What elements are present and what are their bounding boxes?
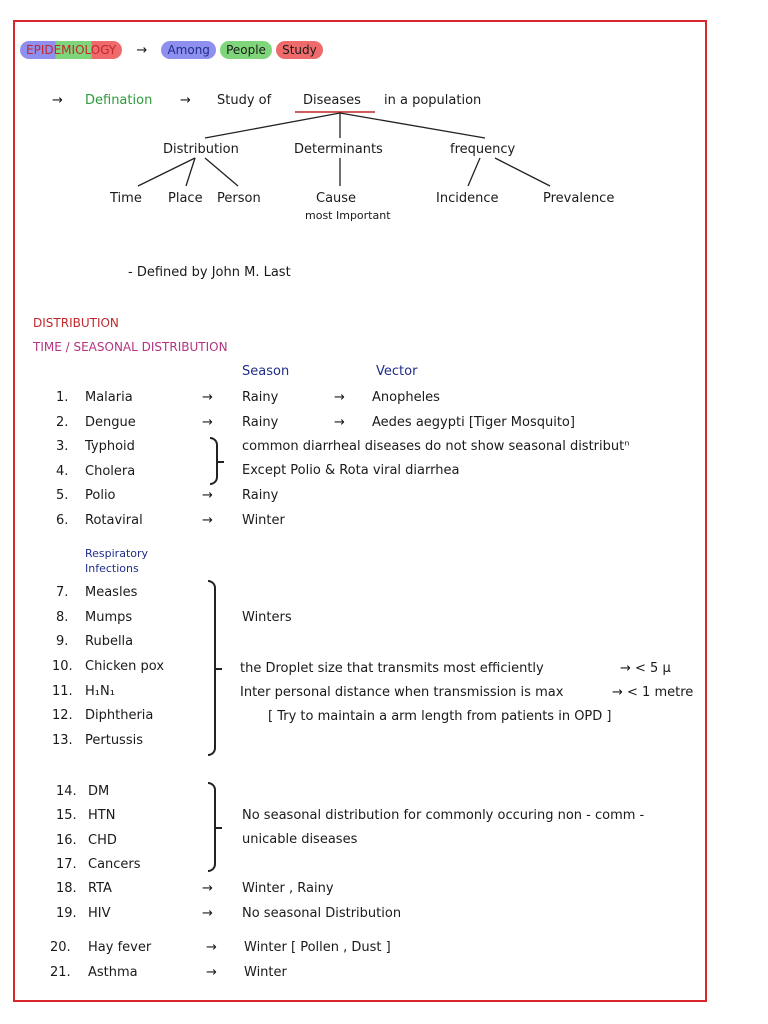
item-name: HTN xyxy=(88,808,116,823)
resp-note-1: the Droplet size that transmits most efficiently xyxy=(240,661,544,676)
sub-most-important: most Important xyxy=(305,209,391,222)
distribution-heading: DISTRIBUTION xyxy=(33,316,119,330)
brace xyxy=(208,580,216,756)
resp-season: Winters xyxy=(242,610,292,625)
item-number: 6. xyxy=(56,513,69,528)
item-number: 5. xyxy=(56,488,69,503)
item-number: 14. xyxy=(56,784,77,799)
item-number: 4. xyxy=(56,464,69,479)
item-arrow: → xyxy=(206,940,217,955)
def-arrow: → xyxy=(52,93,63,108)
item-number: 18. xyxy=(56,881,77,896)
item-name: Cholera xyxy=(85,464,136,479)
item-name: Malaria xyxy=(85,390,133,405)
item-number: 11. xyxy=(52,684,73,699)
branch-frequency: frequency xyxy=(450,142,516,157)
tree-line xyxy=(495,158,550,186)
item-number: 20. xyxy=(50,940,71,955)
brace xyxy=(210,437,218,485)
resp-note-2-value: → < 1 metre xyxy=(612,685,694,700)
seasonal-heading: TIME / SEASONAL DISTRIBUTION xyxy=(33,340,228,354)
resp-label-1: Respiratory xyxy=(85,547,149,560)
sub-person: Person xyxy=(217,191,261,206)
item-vector: Aedes aegypti [Tiger Mosquito] xyxy=(372,415,575,430)
sub-prevalence: Prevalence xyxy=(543,191,615,206)
item-season: Winter , Rainy xyxy=(242,881,334,896)
ncd-note-2: unicable diseases xyxy=(242,832,358,847)
title-arrow: → xyxy=(136,43,148,58)
tree-line xyxy=(205,113,340,138)
item-name: Hay fever xyxy=(88,940,152,955)
item-name: Typhoid xyxy=(85,439,135,454)
branch-determinants: Determinants xyxy=(294,142,383,157)
title-among: Among xyxy=(161,41,215,59)
item-number: 16. xyxy=(56,833,77,848)
tree-line xyxy=(340,113,485,138)
item-season: Rainy xyxy=(242,488,279,503)
item-name: Pertussis xyxy=(85,733,143,748)
def-text-suffix: in a population xyxy=(384,93,482,108)
item-arrow: → xyxy=(202,415,213,430)
sub-time: Time xyxy=(110,191,142,206)
defined-by: - Defined by John M. Last xyxy=(128,265,291,280)
item-arrow: → xyxy=(206,965,217,980)
sub-incidence: Incidence xyxy=(436,191,499,206)
item-name: Cancers xyxy=(88,857,141,872)
item-name: Rubella xyxy=(85,634,134,649)
item-number: 8. xyxy=(56,610,69,625)
resp-note-2: Inter personal distance when transmission is max xyxy=(240,685,564,700)
sub-cause: Cause xyxy=(316,191,357,206)
item-arrow-2: → xyxy=(334,415,345,430)
item-number: 9. xyxy=(56,634,69,649)
item-name: H₁N₁ xyxy=(85,684,115,699)
def-arrow-2: → xyxy=(180,93,191,108)
resp-note-1-value: → < 5 μ xyxy=(620,661,671,676)
resp-note-3: [ Try to maintain a arm length from patients in OPD ] xyxy=(268,709,612,724)
item-season: Winter xyxy=(242,513,285,528)
item-name: Asthma xyxy=(88,965,138,980)
def-label: Defination xyxy=(85,93,153,108)
item-name: DM xyxy=(88,784,110,799)
item-season: Winter [ Pollen , Dust ] xyxy=(244,940,391,955)
item-name: Mumps xyxy=(85,610,133,625)
item-number: 15. xyxy=(56,808,77,823)
item-arrow: → xyxy=(202,513,213,528)
item-number: 13. xyxy=(52,733,73,748)
def-text-prefix: Study of xyxy=(217,93,272,108)
item-number: 2. xyxy=(56,415,69,430)
item-number: 7. xyxy=(56,585,69,600)
item-season: Winter xyxy=(244,965,287,980)
item-number: 1. xyxy=(56,390,69,405)
diarrhea-note-2: Except Polio & Rota viral diarrhea xyxy=(242,463,460,478)
item-number: 12. xyxy=(52,708,73,723)
item-name: Rotaviral xyxy=(85,513,143,528)
item-name: CHD xyxy=(88,833,117,848)
item-vector: Anopheles xyxy=(372,390,440,405)
item-arrow: → xyxy=(202,906,213,921)
title-people: People xyxy=(220,41,272,59)
item-arrow: → xyxy=(202,390,213,405)
item-name: RTA xyxy=(88,881,112,896)
item-name: Measles xyxy=(85,585,138,600)
item-arrow: → xyxy=(202,881,213,896)
item-name: Dengue xyxy=(85,415,136,430)
tree-line xyxy=(468,158,480,186)
branch-distribution: Distribution xyxy=(163,142,239,157)
col-season: Season xyxy=(242,364,290,379)
item-arrow: → xyxy=(202,488,213,503)
tree-line xyxy=(138,158,195,186)
item-season: No seasonal Distribution xyxy=(242,906,402,921)
item-number: 10. xyxy=(52,659,73,674)
item-number: 3. xyxy=(56,439,69,454)
item-number: 19. xyxy=(56,906,77,921)
ncd-note-1: No seasonal distribution for commonly occuring non - comm - xyxy=(242,808,645,823)
item-number: 17. xyxy=(56,857,77,872)
item-number: 21. xyxy=(50,965,71,980)
tree-line xyxy=(205,158,238,186)
item-name: Polio xyxy=(85,488,116,503)
diarrhea-note-1: common diarrheal diseases do not show seasonal distributⁿ xyxy=(242,439,630,454)
item-arrow-2: → xyxy=(334,390,345,405)
sub-place: Place xyxy=(168,191,203,206)
item-name: Chicken pox xyxy=(85,659,165,674)
item-season: Rainy xyxy=(242,390,279,405)
title-epidemiology: EPIDEMIOLOGY xyxy=(20,41,122,59)
col-vector: Vector xyxy=(376,364,418,379)
item-name: Diphtheria xyxy=(85,708,154,723)
def-word-diseases: Diseases xyxy=(303,93,361,108)
brace xyxy=(208,782,216,872)
resp-label-2: Infections xyxy=(85,562,139,575)
title-study: Study xyxy=(276,41,323,59)
item-season: Rainy xyxy=(242,415,279,430)
item-name: HIV xyxy=(88,906,111,921)
